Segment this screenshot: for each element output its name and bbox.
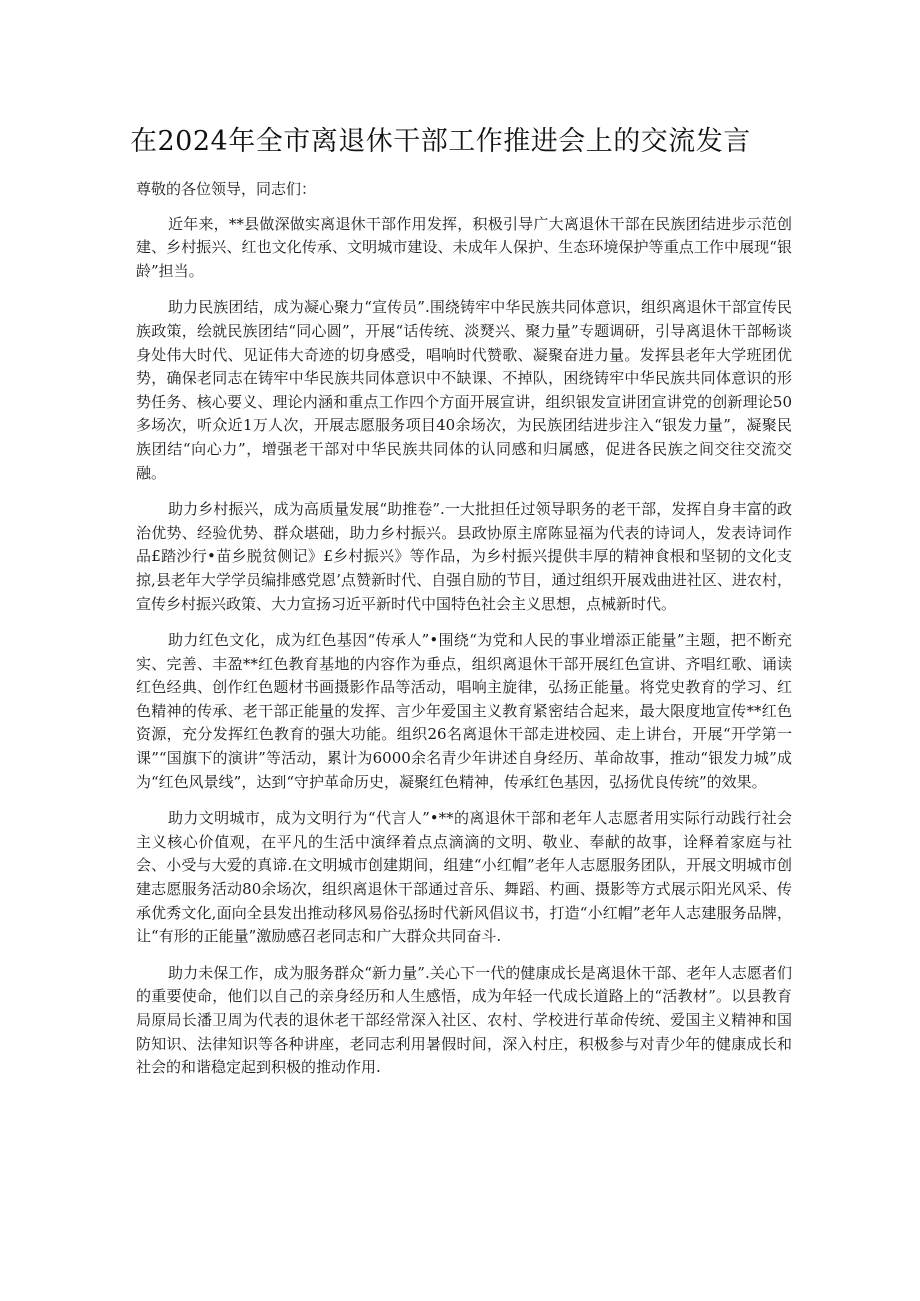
paragraph-rural-revitalization: 助力乡村振兴，成为高质量发展“助推卷”.一大批担任过领导职务的老干部，发挥自身丰富的政治优势、经验优势、群众堪础，助力乡村振兴。县政协原主席陈显福为代表的诗词人，发表诗词作品£踏沙行•苗乡脱贫侧记》£乡村振兴》等作品，为乡村振兴提供丰厚的精神食根和坚韧的文化支掠,县老年大学学员编排感党恩’点赞新时代、自强自励的节目，通过组织开展戏曲进社区、进农村，宣传乡村振兴政策、大力宣扬习近平新时代中国特色社会主义思想，点械新时代。 [136, 500, 792, 613]
paragraph-red-culture: 助力红色文化，成为红色基因“传承人”•围绕“为党和人民的事业增添正能量”主题，把不断充实、完善、丰盈**红色教育基地的内容作为垂点，组织离退休干部开展红色宣讲、齐唱红歌、诵读红色经典、创作红色题材书画摄影作品等活动，唱响主旋律，弘扬正能量。将党史教育的学习、红色精神的传承、老干部正能量的发挥、言少年爱国主义教育紧密结合起来，最大限度地宣传**红色资源，充分发挥红色教育的强大功能。组织26名离退休干部走进校园、走上讲台，开展“开学第一课”“国旗下的演讲”等活动，累计为6000余名青少年讲述自身经历、革命故事，推动“银发力城”成为“红色风景线”，达到“守护革命历史，凝聚红色精神，传承红色基因，弘扬优良传统”的效果。 [136, 631, 792, 791]
paragraph-civilized-city: 助力文明城市，成为文明行为“代言人”•**的离退休干部和老年人志愿者用实际行动践行社会主义核心价值观，在平凡的生活中演绎着点点滴滴的文明、敬业、奉献的故事，诠释着家庭与社会、小受与大爱的真谛.在文明城市创建期间，组建“小红帽”老年人志愿服务团队，开展文明城市创建志愿服务活动80余场次，组织离退休干部通过音乐、舞蹈、杓画、摄影等方式展示阳光风采、传承优秀文化,面向全县发出推动移风易俗弘扬时代新风倡议书，打造“小红帽”老年人志建服务品牌，让“有形的正能量”激励感召老同志和广大群众共同奋斗. [136, 809, 792, 946]
paragraph-ethnic-unity: 助力民族团结，成为凝心聚力“宣传员”.围绕铸牢中华民族共同体意识，组织离退休干部宣传民族政策，绘就民族团结“同心圆”，开展“话传统、淡燹兴、聚力量”专题调研，引导离退休干部畅谈身处伟大时代、见证伟大奇迹的切身感受，唱响时代赞歌、凝聚奋进力量。发挥县老年大学班团优势，确保老同志在铸牢中华民族共同体意识中不缺课、不掉队，困绕铸牢中华民族共同体意识的形势任务、核心要义、理论内涵和重点工作四个方面开展宣讲，组织银发宣讲团宣讲党的创新理论50多场次，听众近1万人次，开展志愿服务项目40余场次，为民族团结进步注入“银发力量”，凝聚民族团结“向心力”，增强老干部对中华民族共同体的认同感和归属感，促进各民族之间交往交流交融。 [136, 298, 792, 482]
document-body [136, 178, 792, 1093]
document-title: 在2024年全市离退休干部工作推进会上的交流发言 [130, 126, 751, 157]
greeting: 尊敬的各位领导，同志们： [136, 180, 317, 198]
paragraph-intro: 近年来，**县做深做实离退休干部作用发挥，积极引导广大离退休干部在民族团结进步示范创建、乡村振兴、红也文化传承、文明城市建设、未成年人保护、生态环境保护等重点工作中展现“银龄”担当。 [136, 214, 792, 280]
paragraph-minor-protection: 助力未保工作，成为服务群众“新力量”.关心下一代的健康成长是离退休干部、老年人志愿者们的重要使命，他们以自己的亲身经历和人生感悟，成为年轻一代成长道路上的“活教材”。以县教育局原局长潘卫周为代表的退休老干部经常深入社区、农村、学校进行革命传统、爱国主义精神和国防知识、法律知识等各种讲座，老同志利用暑假时间，深入村庄，积极参与对青少年的健康成长和社会的和谐稳定起到积极的推动作用. [136, 963, 792, 1077]
